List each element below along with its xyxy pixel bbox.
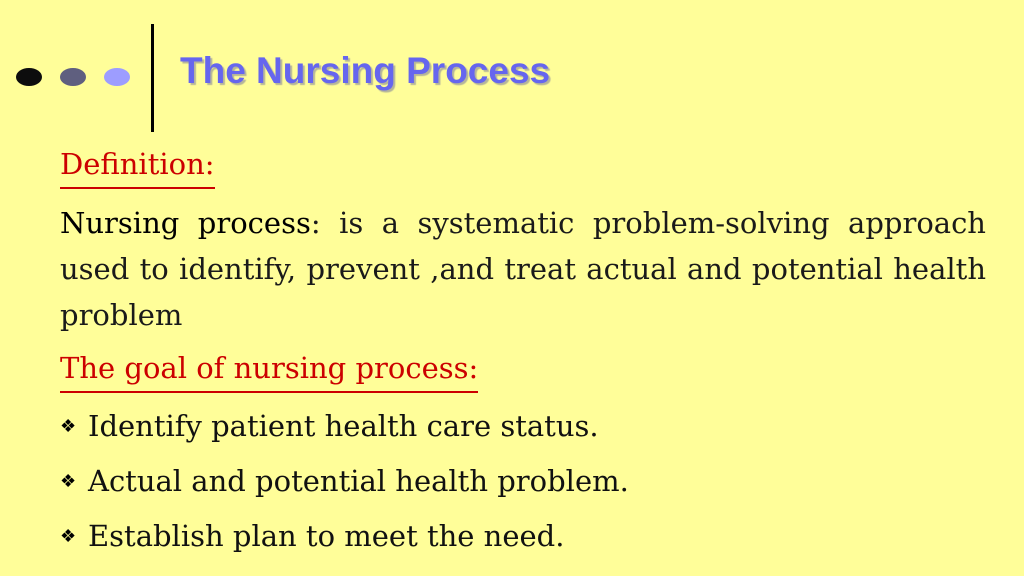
goal-list-item	[60, 464, 629, 498]
decorative-dot-black	[16, 68, 42, 86]
goal-item-text: Establish plan to meet the need.	[88, 519, 565, 553]
diamond-bullet-icon: ❖	[60, 525, 77, 547]
definition-paragraph	[60, 200, 986, 338]
goal-item-text: Identify patient health care status.	[88, 409, 599, 443]
definition-separator: :	[310, 206, 321, 240]
goal-list-item	[60, 409, 599, 443]
decorative-dot-gray	[60, 68, 86, 86]
definition-heading: Definition:	[60, 150, 215, 189]
slide-title: The Nursing Process	[180, 50, 551, 91]
diamond-bullet-icon: ❖	[60, 415, 77, 437]
definition-text: is a systematic problem-solving approach used to identify, prevent ,and treat actual and potential health problem	[60, 206, 986, 332]
definition-term: Nursing process	[60, 206, 311, 240]
goal-item-text: Actual and potential health problem.	[88, 464, 629, 498]
goal-heading: The goal of nursing process:	[60, 354, 478, 393]
decorative-dot-lavender	[104, 68, 130, 86]
diamond-bullet-icon: ❖	[60, 470, 77, 492]
goal-list-item	[60, 519, 565, 553]
title-divider	[151, 24, 154, 132]
